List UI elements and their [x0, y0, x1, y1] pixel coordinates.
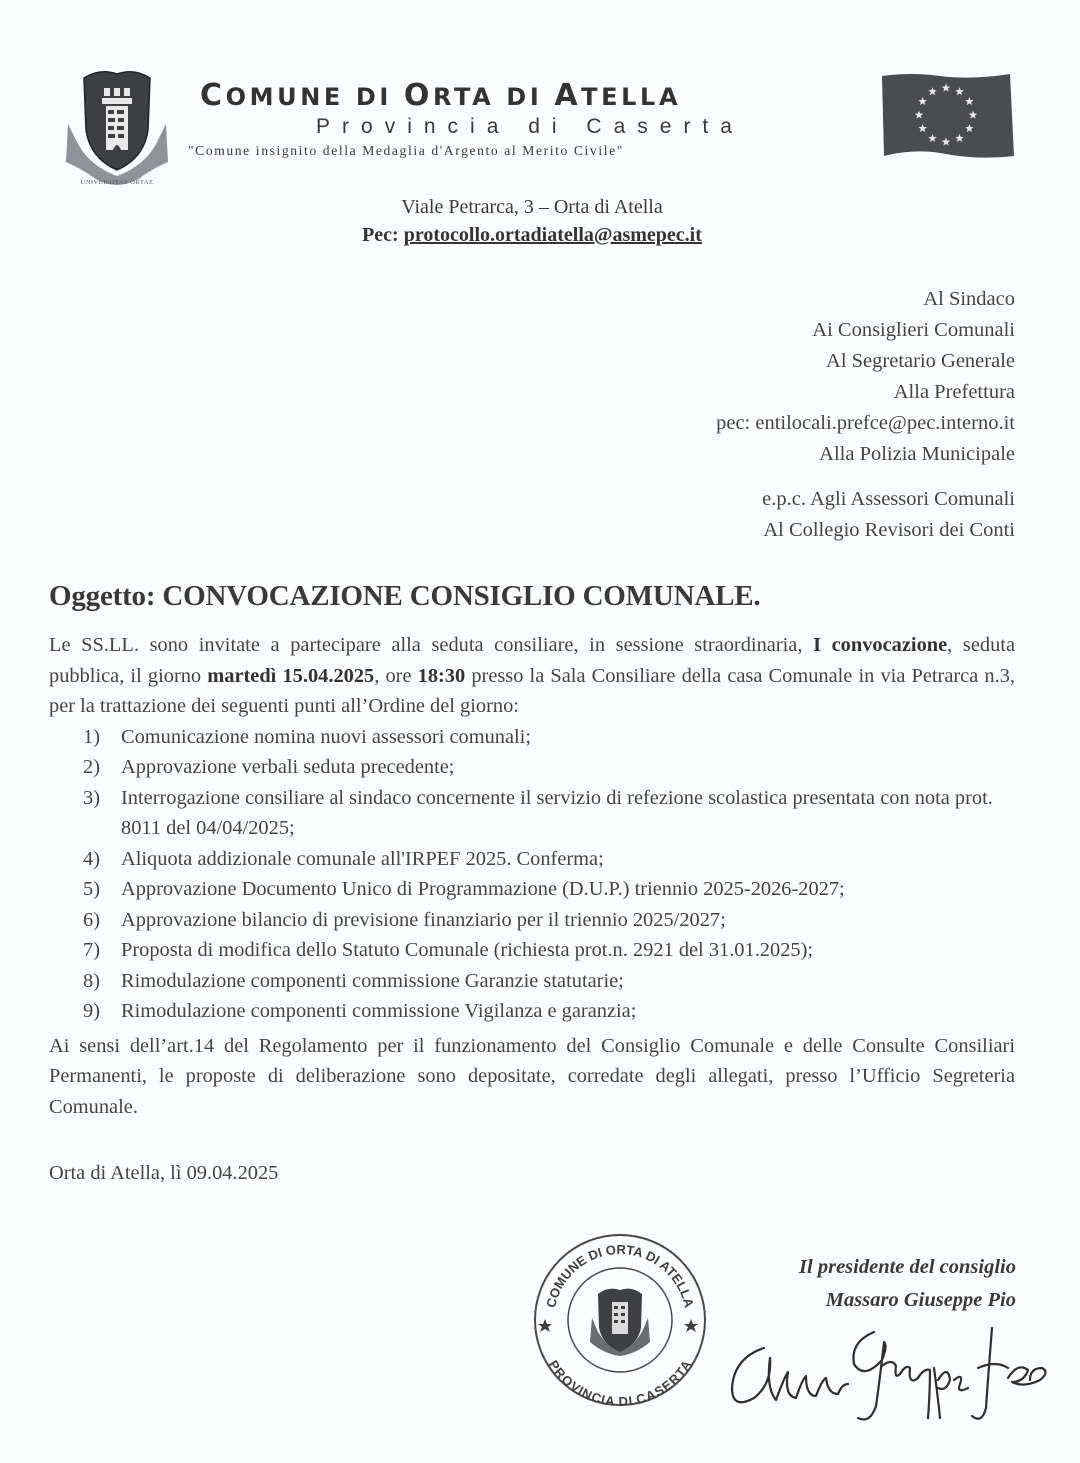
- signatory-name: Massaro Giuseppe Pio: [825, 1289, 1016, 1311]
- recipient-pec: pec: entilocali.prefce@pec.interno.it: [716, 412, 1015, 434]
- stamp-star-icon: [684, 1319, 698, 1332]
- agenda-number: 7): [83, 939, 100, 961]
- agenda-number: 4): [83, 847, 100, 870]
- agenda-text: Approvazione bilancio di previsione finanziario per il triennio 2025/2027;: [121, 908, 726, 931]
- recipient: Al Segretario Generale: [826, 350, 1015, 372]
- handwritten-signature: [724, 1318, 1054, 1428]
- municipality-title: [200, 78, 868, 114]
- recipient: Alla Prefettura: [893, 381, 1015, 403]
- agenda-text: Rimodulazione componenti commissione Garanzie statutarie;: [121, 969, 624, 992]
- intro-text: , ore: [374, 664, 418, 687]
- subject-heading: Oggetto: CONVOCAZIONE CONSIGLIO COMUNALE.: [49, 580, 761, 612]
- meeting-date: martedì 15.04.2025: [207, 664, 375, 687]
- agenda-number: 9): [83, 1000, 100, 1022]
- agenda-item: [83, 844, 1015, 875]
- pec-label: Pec:: [362, 224, 399, 246]
- cc-recipient: Al Collegio Revisori dei Conti: [763, 519, 1015, 541]
- stamp-top-text: COMUNE DI ORTA DI ATELLA: [543, 1241, 697, 1310]
- closing-paragraph: Ai sensi dell’art.14 del Regolamento per il funzionamento del Consiglio Comunale e delle Consulte Consiliari Permanenti, le proposte di deliberazione sono depositate, corredate degli allegati, presso l’Ufficio Segreteria Comunale.: [49, 1034, 1015, 1118]
- recipients-block: [716, 284, 1015, 546]
- eu-flag-logo: [876, 70, 1016, 162]
- stamp-bottom-text: PROVINCIA DI CASERTA: [546, 1357, 694, 1408]
- agenda-number: 3): [83, 786, 100, 809]
- letter-body: [49, 630, 1015, 1189]
- address-line: Viale Petrarca, 3 – Orta di Atella: [401, 196, 663, 218]
- province-line: Provincia di Caserta: [316, 115, 744, 138]
- agenda-item: [83, 783, 1015, 844]
- agenda-text: Approvazione Documento Unico di Programmazione (D.U.P.) triennio 2025-2026-2027;: [121, 878, 845, 900]
- agenda-item: [83, 996, 1015, 1027]
- agenda-item: [83, 935, 1015, 966]
- agenda-number: 2): [83, 756, 100, 778]
- agenda-list: [83, 722, 1015, 1027]
- recipients-gap: [716, 470, 1015, 484]
- agenda-number: 8): [83, 969, 100, 992]
- agenda-number: 1): [83, 725, 100, 748]
- recipient: Alla Polizia Municipale: [819, 443, 1015, 465]
- agenda-text: Interrogazione consiliare al sindaco concernente il servizio di refezione scolastica presentata con nota prot. 8011 del 04/04/2025;: [121, 786, 993, 839]
- place-and-date: Orta di Atella, lì 09.04.2025: [49, 1162, 279, 1184]
- intro-text: , seduta pubblica, il giorno: [49, 634, 1015, 687]
- pec-line: [0, 222, 1064, 248]
- agenda-text: Rimodulazione componenti commissione Vigilanza e garanzia;: [121, 1000, 637, 1022]
- crest-ribbon-text: UNIVERSITAS ORTAE: [80, 179, 154, 186]
- intro-paragraph: [49, 630, 1015, 722]
- civic-honor-motto: "Comune insignito della Medaglia d'Argento al Merito Civile": [188, 143, 624, 158]
- agenda-item: [83, 874, 1015, 905]
- stamp-crest-icon: [590, 1289, 650, 1356]
- agenda-number: 5): [83, 878, 100, 900]
- agenda-number: 6): [83, 908, 100, 931]
- svg-text:PROVINCIA DI CASERTA: [546, 1357, 694, 1408]
- cc-recipient: e.p.c. Agli Assessori Comunali: [762, 488, 1015, 510]
- municipality-title-text: COMUNE DI ORTA DI ATELLA: [200, 78, 682, 113]
- agenda-item: [83, 966, 1015, 997]
- stamp-star-icon: [538, 1319, 552, 1332]
- agenda-text: Proposta di modifica dello Statuto Comunale (richiesta prot.n. 2921 del 31.01.2025);: [121, 939, 814, 961]
- recipient: Ai Consiglieri Comunali: [812, 319, 1015, 341]
- intro-text: Le SS.LL. sono invitate a partecipare alla seduta consiliare, in sessione straordinaria,: [49, 634, 814, 656]
- agenda-text: Approvazione verbali seduta precedente;: [121, 756, 455, 778]
- official-stamp: [532, 1232, 708, 1408]
- agenda-text: Aliquota addizionale comunale all'IRPEF 2025. Conferma;: [121, 847, 604, 870]
- municipal-crest-logo: [64, 66, 170, 190]
- pec-email-link[interactable]: protocollo.ortadiatella@asmepec.it: [403, 224, 702, 246]
- agenda-text: Comunicazione nomina nuovi assessori comunali;: [121, 725, 532, 748]
- agenda-item: [83, 905, 1015, 936]
- convocation-type: I convocazione: [813, 634, 948, 656]
- agenda-item: [83, 752, 1015, 783]
- meeting-time: 18:30: [417, 664, 466, 687]
- recipient: Al Sindaco: [923, 288, 1015, 310]
- signatory-role: Il presidente del consiglio: [799, 1256, 1016, 1278]
- intro-text: presso la Sala Consiliare della casa Comunale in via Petrarca n.3, per la trattazione dei seguenti punti all’Ordine del giorno:: [49, 664, 1015, 717]
- agenda-item: [83, 722, 1015, 753]
